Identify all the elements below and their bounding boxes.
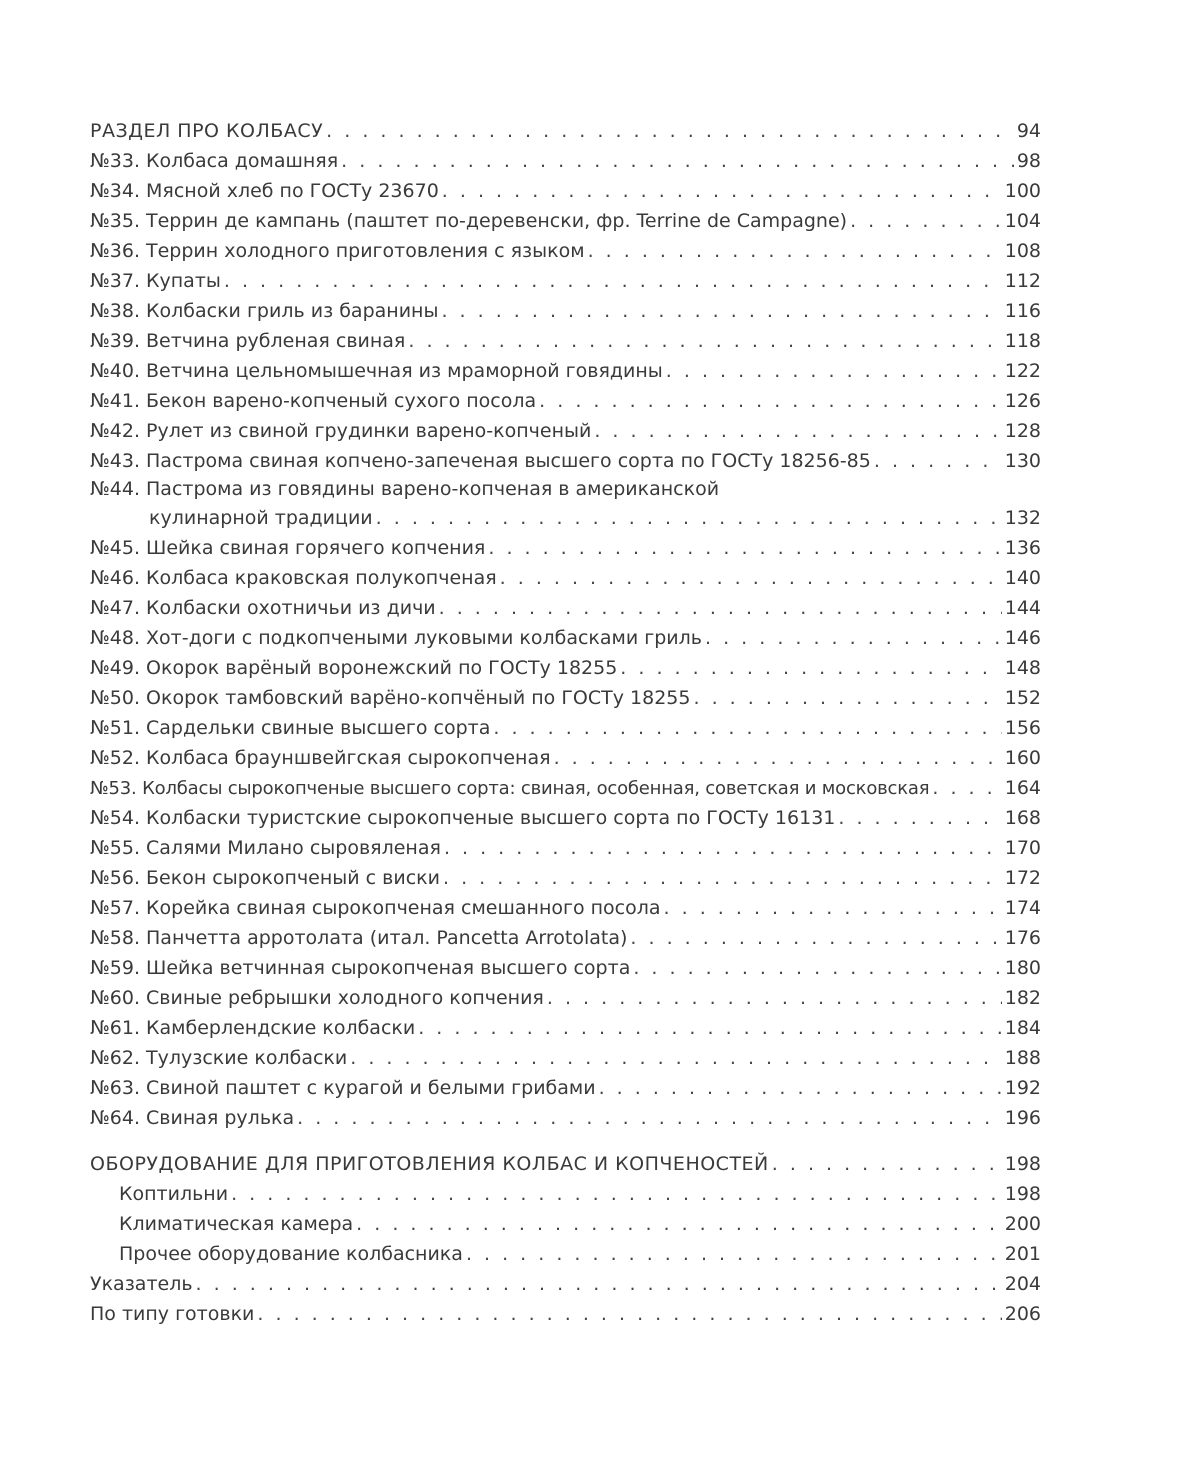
- toc-entry-index[interactable]: [90, 1269, 1041, 1299]
- toc-entry[interactable]: [90, 593, 1041, 623]
- toc-page-number: 148: [1004, 657, 1041, 679]
- toc-entry-title: №56. Бекон сырокопченый с виски: [90, 867, 440, 889]
- toc-page-number: 112: [1004, 270, 1041, 292]
- toc-entry[interactable]: [90, 983, 1041, 1013]
- toc-page-number: 188: [1004, 1047, 1041, 1069]
- toc-entry[interactable]: [90, 266, 1041, 296]
- toc-entry-title: РАЗДЕЛ ПРО КОЛБАСУ: [90, 120, 324, 142]
- toc-leader-dots: [442, 176, 1002, 206]
- toc-page-number: 104: [1004, 210, 1041, 232]
- toc-leader-dots: [196, 1269, 1002, 1299]
- toc-leader-dots: [224, 266, 1002, 296]
- toc-leader-dots: [620, 653, 1001, 683]
- toc-page-number: 196: [1004, 1107, 1041, 1129]
- toc-entry-continuation: [90, 503, 1041, 533]
- toc-page-number: 100: [1004, 180, 1041, 202]
- toc-entry[interactable]: [90, 833, 1041, 863]
- toc-section-heading[interactable]: [90, 1149, 1041, 1179]
- toc-leader-dots: [408, 326, 1001, 356]
- toc-entry-title: №55. Салями Милано сыровяленая: [90, 837, 441, 859]
- toc-page-number: 160: [1004, 747, 1041, 769]
- toc-page-number: 198: [1004, 1153, 1041, 1175]
- toc-page-number: 116: [1004, 300, 1041, 322]
- toc-entry[interactable]: [90, 206, 1041, 236]
- toc-page-number: 128: [1004, 420, 1041, 442]
- toc-leader-dots: [630, 923, 1001, 953]
- toc-entry-title: №57. Корейка свиная сырокопченая смешанного посола: [90, 897, 661, 919]
- toc-entry[interactable]: [90, 416, 1041, 446]
- toc-leader-dots: [554, 743, 1002, 773]
- toc-entry[interactable]: [90, 1043, 1041, 1073]
- toc-page-number: 180: [1004, 957, 1041, 979]
- toc-subentry[interactable]: [90, 1209, 1041, 1239]
- toc-entry[interactable]: [90, 563, 1041, 593]
- toc-page-number: 198: [1004, 1183, 1041, 1205]
- toc-entry[interactable]: [90, 863, 1041, 893]
- toc-leader-dots: [356, 1209, 1002, 1239]
- toc-entry[interactable]: [90, 176, 1041, 206]
- toc-entry-title: №39. Ветчина рубленая свиная: [90, 330, 406, 352]
- toc-entry-title: Прочее оборудование колбасника: [119, 1243, 463, 1265]
- toc-page-number: 168: [1004, 807, 1041, 829]
- toc-leader-dots: [547, 983, 1002, 1013]
- toc-entry[interactable]: [90, 683, 1041, 713]
- toc-entry[interactable]: [90, 623, 1041, 653]
- toc-entry-title: №51. Сардельки свиные высшего сорта: [90, 717, 491, 739]
- toc-entry-title: №36. Террин холодного приготовления с языком: [90, 240, 585, 262]
- toc-entry-title: №64. Свиная рулька: [90, 1107, 295, 1129]
- toc-entry[interactable]: [90, 356, 1041, 386]
- toc-entry-title: №61. Камберлендские колбаски: [90, 1017, 416, 1039]
- toc-entry-title: №33. Колбаса домашняя: [90, 150, 339, 172]
- toc-leader-dots: [500, 563, 1002, 593]
- toc-entry[interactable]: [90, 446, 1041, 476]
- toc-page-number: 174: [1004, 897, 1041, 919]
- toc-page-number: 144: [1004, 597, 1041, 619]
- toc-leader-dots: [666, 356, 1002, 386]
- section-gap: [90, 1133, 1041, 1149]
- toc-entry-title: №50. Окорок тамбовский варёно-копчёный по ГОСТу 18255: [90, 687, 691, 709]
- toc-leader-dots: [493, 713, 1001, 743]
- toc-entry-title: №59. Шейка ветчинная сырокопченая высшего сорта: [90, 957, 631, 979]
- toc-page-number: 130: [1004, 450, 1041, 472]
- toc-entry[interactable]: [90, 953, 1041, 983]
- toc-leader-dots: [466, 1239, 1002, 1269]
- toc-entry[interactable]: [90, 923, 1041, 953]
- toc-page-number: 206: [1004, 1303, 1041, 1325]
- toc-entry-title: №54. Колбаски туристские сырокопченые высшего сорта по ГОСТу 16131: [90, 807, 836, 829]
- toc-entry-title: №49. Окорок варёный воронежский по ГОСТу 18255: [90, 657, 618, 679]
- toc-leader-dots: [350, 1043, 1002, 1073]
- toc-leader-dots: [418, 1013, 1002, 1043]
- toc-leader-dots: [326, 116, 1014, 146]
- toc-page-number: 156: [1004, 717, 1041, 739]
- table-of-contents: [90, 116, 1041, 1329]
- toc-page-number: 146: [1004, 627, 1041, 649]
- toc-entry-title: №40. Ветчина цельномышечная из мраморной говядины: [90, 360, 663, 382]
- toc-page-number: 176: [1004, 927, 1041, 949]
- toc-page-number: 200: [1004, 1213, 1041, 1235]
- toc-leader-dots: [488, 533, 1001, 563]
- toc-entry[interactable]: [90, 893, 1041, 923]
- toc-entry[interactable]: [90, 1103, 1041, 1133]
- toc-entry-title: По типу готовки: [90, 1303, 255, 1325]
- toc-entry-title: №41. Бекон варено-копченый сухого посола: [90, 390, 537, 412]
- toc-entry-title: №45. Шейка свиная горячего копчения: [90, 537, 486, 559]
- toc-leader-dots: [297, 1103, 1002, 1133]
- toc-entry-title: №63. Свиной паштет с курагой и белыми грибами: [90, 1077, 596, 1099]
- toc-leader-dots: [444, 833, 1002, 863]
- toc-entry[interactable]: [90, 326, 1041, 356]
- toc-leader-dots: [694, 683, 1002, 713]
- toc-entry-title: №53. Колбасы сырокопченые высшего сорта: свиная, особенная, советская и московская: [90, 778, 930, 799]
- toc-leader-dots: [633, 953, 1001, 983]
- toc-page-number: 164: [1004, 777, 1041, 799]
- toc-leader-dots: [594, 416, 1001, 446]
- toc-page-number: 172: [1004, 867, 1041, 889]
- toc-page-number: 126: [1004, 390, 1041, 412]
- toc-page-number: 140: [1004, 567, 1041, 589]
- toc-page-number: 108: [1004, 240, 1041, 262]
- toc-page-number: 192: [1004, 1077, 1041, 1099]
- toc-entry-title: Указатель: [90, 1273, 193, 1295]
- toc-leader-dots: [376, 503, 1002, 533]
- toc-entry[interactable]: [90, 533, 1041, 563]
- toc-leader-dots: [599, 1073, 1002, 1103]
- toc-leader-dots: [838, 803, 1001, 833]
- toc-page-number: 118: [1004, 330, 1041, 352]
- toc-entry-title: №42. Рулет из свиной грудинки варено-копченый: [90, 420, 592, 442]
- toc-page-number: 204: [1004, 1273, 1041, 1295]
- toc-entry-title: №48. Хот-доги с подкопчеными луковыми колбасками гриль: [90, 627, 702, 649]
- toc-entry-title: №34. Мясной хлеб по ГОСТу 23670: [90, 180, 439, 202]
- toc-page-number: 184: [1004, 1017, 1041, 1039]
- toc-entry-title: Климатическая камера: [119, 1213, 354, 1235]
- toc-leader-dots: [441, 296, 1001, 326]
- toc-leader-dots: [231, 1179, 1002, 1209]
- toc-entry[interactable]: [90, 236, 1041, 266]
- toc-page-number: 94: [1016, 120, 1041, 142]
- toc-entry-title: №43. Пастрома свиная копчено-запеченая высшего сорта по ГОСТу 18256-85: [90, 450, 871, 472]
- toc-entry-title-continued: кулинарной традиции: [149, 507, 373, 529]
- toc-entry-by-cooking-type[interactable]: [90, 1299, 1041, 1329]
- toc-entry[interactable]: [90, 653, 1041, 683]
- toc-entry-title: ОБОРУДОВАНИЕ ДЛЯ ПРИГОТОВЛЕНИЯ КОЛБАС И КОПЧЕНОСТЕЙ: [90, 1153, 769, 1175]
- toc-leader-dots: [341, 146, 1014, 176]
- toc-page-number: 132: [1004, 507, 1041, 529]
- toc-subentry[interactable]: [90, 1179, 1041, 1209]
- toc-entry[interactable]: [90, 713, 1041, 743]
- toc-page-number: 136: [1004, 537, 1041, 559]
- toc-entry-title: №38. Колбаски гриль из баранины: [90, 300, 439, 322]
- toc-leader-dots: [443, 863, 1002, 893]
- toc-leader-dots: [257, 1299, 1001, 1329]
- toc-entry[interactable]: [90, 1073, 1041, 1103]
- toc-leader-dots: [850, 206, 1002, 236]
- toc-entry-title: №62. Тулузские колбаски: [90, 1047, 348, 1069]
- toc-page-number: 170: [1004, 837, 1041, 859]
- toc-entry-title: №60. Свиные ребрышки холодного копчения: [90, 987, 544, 1009]
- toc-entry[interactable]: [90, 386, 1041, 416]
- toc-page-number: 201: [1004, 1243, 1041, 1265]
- toc-leader-dots: [539, 386, 1002, 416]
- toc-entry-multiline[interactable]: [90, 476, 1041, 533]
- toc-entry-title: №44. Пастрома из говядины варено-копченая в американской: [90, 478, 720, 500]
- toc-entry[interactable]: [90, 773, 1041, 803]
- toc-entry-title: №52. Колбаса брауншвейгская сырокопченая: [90, 747, 551, 769]
- toc-leader-dots: [664, 893, 1002, 923]
- toc-entry-title: №58. Панчетта арротолата (итал. Pancetta Arrotolata): [90, 927, 628, 949]
- toc-leader-dots: [439, 593, 1002, 623]
- toc-section-items: [90, 146, 1041, 1133]
- toc-page-number: 182: [1004, 987, 1041, 1009]
- toc-subentry[interactable]: [90, 1239, 1041, 1269]
- toc-entry[interactable]: [90, 803, 1041, 833]
- toc-entry[interactable]: [90, 743, 1041, 773]
- toc-leader-dots: [705, 623, 1002, 653]
- toc-leader-dots: [932, 773, 1001, 803]
- toc-entry[interactable]: [90, 296, 1041, 326]
- toc-entry-title: №47. Колбаски охотничьи из дичи: [90, 597, 436, 619]
- toc-entry-title: №35. Террин де кампань (паштет по-деревенски, фр. Terrine de Campagne): [90, 210, 848, 232]
- toc-entry[interactable]: [90, 146, 1041, 176]
- toc-entry-title: №46. Колбаса краковская полукопченая: [90, 567, 497, 589]
- toc-leader-dots: [874, 446, 1002, 476]
- toc-section-heading[interactable]: [90, 116, 1041, 146]
- toc-leader-dots: [588, 236, 1002, 266]
- toc-entry-title: Коптильни: [119, 1183, 229, 1205]
- toc-entry-title: №37. Купаты: [90, 270, 221, 292]
- toc-page-number: 152: [1004, 687, 1041, 709]
- toc-page-number: 122: [1004, 360, 1041, 382]
- toc-leader-dots: [772, 1149, 1002, 1179]
- toc-page-number: 98: [1016, 150, 1041, 172]
- toc-entry[interactable]: [90, 1013, 1041, 1043]
